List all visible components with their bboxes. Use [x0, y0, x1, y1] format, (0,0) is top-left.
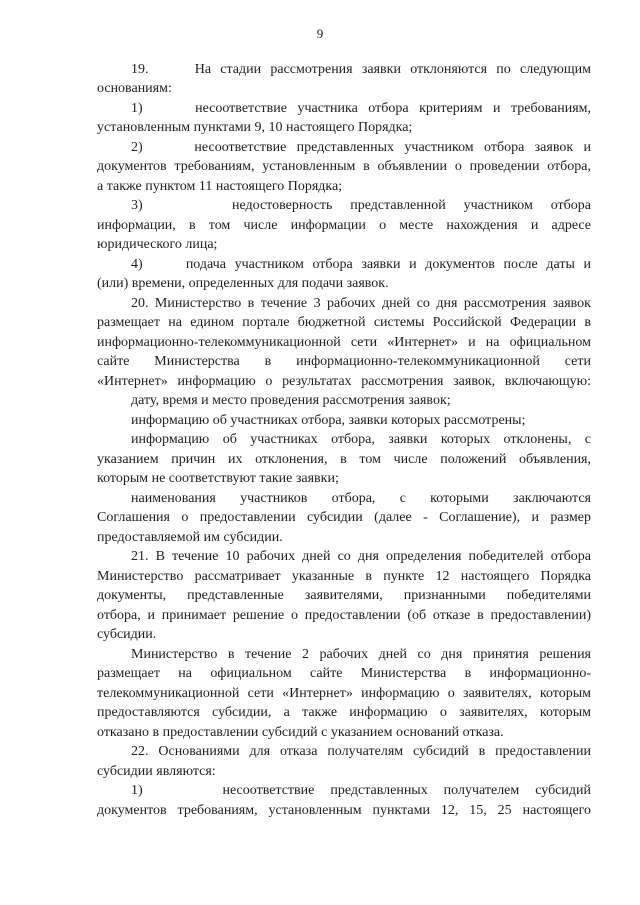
- text-line: указанием причин их отклонения, в том числе положений объявления,: [97, 452, 591, 467]
- text-line: 3) недостоверность представленной участником отбора: [131, 198, 591, 213]
- text-line: документов требованиям, установленным в объявлении о проведении отбора,: [97, 159, 591, 174]
- text-line: 1) несоответствие участника отбора критериям и требованиям,: [131, 101, 591, 116]
- text-line: «Интернет» информацию о результатах рассмотрения заявок, включающую:: [97, 374, 591, 389]
- text-line: размещает на официальном сайте Министерства в информационно-: [97, 666, 591, 681]
- text-line: отказано в предоставлении субсидий с указанием оснований отказа.: [97, 725, 504, 740]
- text-line: 19. На стадии рассмотрения заявки отклоняются по следующим: [131, 62, 591, 77]
- text-line: субсидии.: [97, 627, 157, 642]
- text-line: информации, в том числе информации о месте нахождения и адресе: [97, 218, 591, 233]
- text-line: Министерство рассматривает указанные в пункте 12 настоящего Порядка: [97, 569, 591, 584]
- text-line: документы, представленные заявителями, признанными победителями: [97, 588, 591, 603]
- text-line: (или) времени, определенных для подачи заявок.: [97, 276, 389, 291]
- text-line: а также пунктом 11 настоящего Порядка;: [97, 179, 343, 194]
- text-line: субсидии являются:: [97, 764, 216, 779]
- text-line: информационно-телекоммуникационной сети «Интернет» и на официальном: [97, 335, 591, 350]
- text-line: Соглашения о предоставлении субсидии (далее - Соглашение), и размер: [97, 510, 591, 525]
- text-line: информацию об участниках отбора, заявки которых рассмотрены;: [131, 413, 526, 428]
- text-line: сайте Министерства в информационно-телекоммуникационной сети: [97, 354, 591, 369]
- text-line: наименования участников отбора, с которыми заключаются: [131, 491, 591, 506]
- text-line: дату, время и место проведения рассмотрения заявок;: [131, 393, 451, 408]
- text-line: предоставляются субсидии, а также информацию о заявителях, которым: [97, 705, 591, 720]
- text-line: основаниям:: [97, 81, 172, 96]
- text-line: юридического лица;: [97, 237, 218, 252]
- text-line: 20. Министерство в течение 3 рабочих дней со дня рассмотрения заявок: [131, 296, 591, 311]
- text-line: установленным пунктами 9, 10 настоящего Порядка;: [97, 120, 413, 135]
- page-number: 9: [316, 26, 324, 41]
- text-line: 2) несоответствие представленных участником отбора заявок и: [131, 140, 591, 155]
- text-line: отбора, и принимает решение о предоставлении (об отказе в предоставлении): [97, 608, 591, 623]
- text-line: документов требованиям, установленным пунктами 12, 15, 25 настоящего: [97, 803, 591, 818]
- text-line: Министерство в течение 2 рабочих дней со дня принятия решения: [131, 647, 591, 662]
- text-line: телекоммуникационной сети «Интернет» информацию о заявителях, которым: [97, 686, 591, 701]
- text-line: 1) несоответствие представленных получателем субсидий: [131, 783, 591, 798]
- text-line: которым не соответствуют такие заявки;: [97, 471, 339, 486]
- text-line: информацию об участниках отбора, заявки которых отклонены, с: [131, 432, 591, 447]
- text-line: предоставляемой им субсидии.: [97, 530, 283, 545]
- text-line: 21. В течение 10 рабочих дней со дня определения победителей отбора: [131, 549, 591, 564]
- text-line: 4) подача участником отбора заявки и документов после даты и: [131, 257, 591, 272]
- text-line: 22. Основаниями для отказа получателям субсидий в предоставлении: [131, 744, 591, 759]
- text-line: размещает на едином портале бюджетной системы Российской Федерации в: [97, 315, 591, 330]
